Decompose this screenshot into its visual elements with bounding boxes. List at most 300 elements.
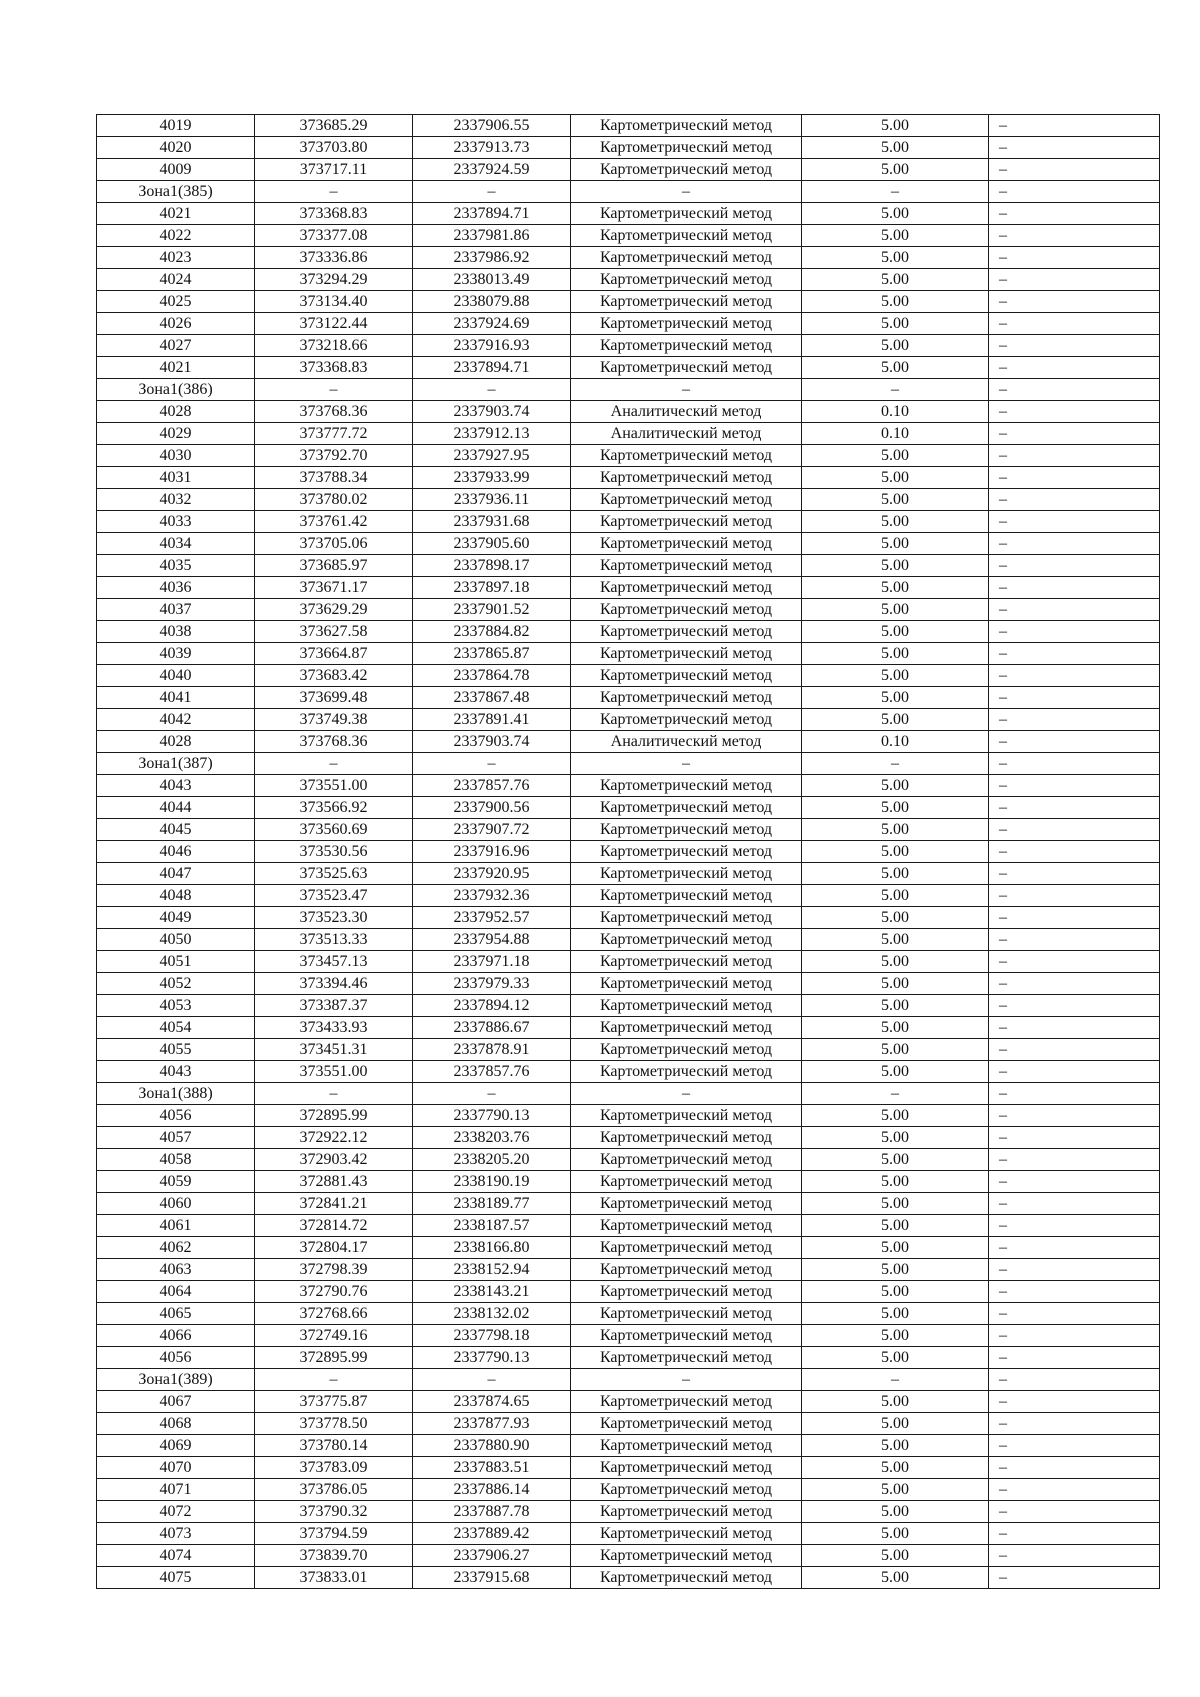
table-row <box>97 1127 1160 1149</box>
description-cell: – <box>989 841 1160 863</box>
x-coordinate-cell: 373560.69 <box>255 819 413 841</box>
method-cell: Картометрический метод <box>571 863 802 885</box>
accuracy-cell: 5.00 <box>802 621 989 643</box>
accuracy-cell: 5.00 <box>802 1325 989 1347</box>
x-coordinate-cell: 373629.29 <box>255 599 413 621</box>
point-number-cell: 4056 <box>97 1347 255 1369</box>
y-coordinate-cell: – <box>413 1083 571 1105</box>
zone-header-row <box>97 379 1160 401</box>
method-cell: Картометрический метод <box>571 1523 802 1545</box>
accuracy-cell: 5.00 <box>802 929 989 951</box>
method-cell: Картометрический метод <box>571 599 802 621</box>
x-coordinate-cell: 372881.43 <box>255 1171 413 1193</box>
method-cell: Картометрический метод <box>571 335 802 357</box>
description-cell: – <box>989 1061 1160 1083</box>
table-row <box>97 1545 1160 1567</box>
method-cell: Картометрический метод <box>571 115 802 137</box>
method-cell: – <box>571 181 802 203</box>
point-number-cell: 4009 <box>97 159 255 181</box>
table-row <box>97 1237 1160 1259</box>
y-coordinate-cell: 2338143.21 <box>413 1281 571 1303</box>
x-coordinate-cell: 373387.37 <box>255 995 413 1017</box>
point-number-cell: 4037 <box>97 599 255 621</box>
method-cell: Картометрический метод <box>571 1501 802 1523</box>
table-row <box>97 511 1160 533</box>
description-cell: – <box>989 1303 1160 1325</box>
y-coordinate-cell: 2337880.90 <box>413 1435 571 1457</box>
y-coordinate-cell: 2337931.68 <box>413 511 571 533</box>
table-row <box>97 863 1160 885</box>
table-row <box>97 621 1160 643</box>
table-row <box>97 731 1160 753</box>
method-cell: Картометрический метод <box>571 1281 802 1303</box>
point-number-cell: 4052 <box>97 973 255 995</box>
x-coordinate-cell: 372749.16 <box>255 1325 413 1347</box>
description-cell: – <box>989 555 1160 577</box>
point-number-cell: 4045 <box>97 819 255 841</box>
description-cell: – <box>989 115 1160 137</box>
table-row <box>97 577 1160 599</box>
table-row <box>97 357 1160 379</box>
accuracy-cell: 5.00 <box>802 1545 989 1567</box>
y-coordinate-cell: 2337971.18 <box>413 951 571 973</box>
method-cell: Картометрический метод <box>571 929 802 951</box>
point-number-cell: 4050 <box>97 929 255 951</box>
point-number-cell: 4044 <box>97 797 255 819</box>
accuracy-cell: 5.00 <box>802 775 989 797</box>
description-cell: – <box>989 291 1160 313</box>
y-coordinate-cell: 2337898.17 <box>413 555 571 577</box>
description-cell: – <box>989 1193 1160 1215</box>
description-cell: – <box>989 951 1160 973</box>
description-cell: – <box>989 1567 1160 1589</box>
description-cell: – <box>989 269 1160 291</box>
accuracy-cell: 0.10 <box>802 731 989 753</box>
x-coordinate-cell: 373717.11 <box>255 159 413 181</box>
description-cell: – <box>989 1325 1160 1347</box>
description-cell: – <box>989 995 1160 1017</box>
x-coordinate-cell: 373783.09 <box>255 1457 413 1479</box>
point-number-cell: 4039 <box>97 643 255 665</box>
accuracy-cell: 5.00 <box>802 489 989 511</box>
point-number-cell: 4057 <box>97 1127 255 1149</box>
y-coordinate-cell: 2338013.49 <box>413 269 571 291</box>
description-cell: – <box>989 533 1160 555</box>
table-row <box>97 797 1160 819</box>
point-number-cell: 4035 <box>97 555 255 577</box>
description-cell: – <box>989 1127 1160 1149</box>
description-cell: – <box>989 1171 1160 1193</box>
method-cell: Картометрический метод <box>571 511 802 533</box>
method-cell: Картометрический метод <box>571 665 802 687</box>
description-cell: – <box>989 1017 1160 1039</box>
accuracy-cell: 5.00 <box>802 1105 989 1127</box>
table-row <box>97 1149 1160 1171</box>
description-cell: – <box>989 577 1160 599</box>
point-number-cell: 4027 <box>97 335 255 357</box>
table-row <box>97 423 1160 445</box>
description-cell: – <box>989 709 1160 731</box>
table-row <box>97 929 1160 951</box>
y-coordinate-cell: 2337952.57 <box>413 907 571 929</box>
x-coordinate-cell: 373336.86 <box>255 247 413 269</box>
description-cell: – <box>989 181 1160 203</box>
y-coordinate-cell: 2338190.19 <box>413 1171 571 1193</box>
accuracy-cell: 5.00 <box>802 357 989 379</box>
accuracy-cell: – <box>802 181 989 203</box>
y-coordinate-cell: 2337913.73 <box>413 137 571 159</box>
method-cell: Картометрический метод <box>571 1325 802 1347</box>
method-cell: Картометрический метод <box>571 313 802 335</box>
y-coordinate-cell: 2337798.18 <box>413 1325 571 1347</box>
point-number-cell: 4060 <box>97 1193 255 1215</box>
table-row <box>97 885 1160 907</box>
table-row <box>97 643 1160 665</box>
table-row <box>97 1457 1160 1479</box>
y-coordinate-cell: 2337924.59 <box>413 159 571 181</box>
x-coordinate-cell: 373788.34 <box>255 467 413 489</box>
x-coordinate-cell: 373368.83 <box>255 357 413 379</box>
y-coordinate-cell: 2337927.95 <box>413 445 571 467</box>
accuracy-cell: 5.00 <box>802 885 989 907</box>
method-cell: Картометрический метод <box>571 1457 802 1479</box>
x-coordinate-cell: 372814.72 <box>255 1215 413 1237</box>
accuracy-cell: 5.00 <box>802 1435 989 1457</box>
method-cell: Аналитический метод <box>571 401 802 423</box>
x-coordinate-cell: 373768.36 <box>255 401 413 423</box>
y-coordinate-cell: 2337857.76 <box>413 775 571 797</box>
accuracy-cell: 5.00 <box>802 1039 989 1061</box>
y-coordinate-cell: 2337894.71 <box>413 203 571 225</box>
point-number-cell: 4047 <box>97 863 255 885</box>
table-row <box>97 775 1160 797</box>
accuracy-cell: 5.00 <box>802 1171 989 1193</box>
accuracy-cell: 5.00 <box>802 1391 989 1413</box>
y-coordinate-cell: 2338189.77 <box>413 1193 571 1215</box>
accuracy-cell: 5.00 <box>802 1017 989 1039</box>
method-cell: Картометрический метод <box>571 1149 802 1171</box>
description-cell: – <box>989 137 1160 159</box>
description-cell: – <box>989 247 1160 269</box>
point-number-cell: 4068 <box>97 1413 255 1435</box>
description-cell: – <box>989 929 1160 951</box>
accuracy-cell: 5.00 <box>802 643 989 665</box>
table-row <box>97 291 1160 313</box>
y-coordinate-cell: 2338079.88 <box>413 291 571 313</box>
accuracy-cell: 5.00 <box>802 665 989 687</box>
x-coordinate-cell: 372768.66 <box>255 1303 413 1325</box>
accuracy-cell: – <box>802 753 989 775</box>
point-number-cell: 4034 <box>97 533 255 555</box>
description-cell: – <box>989 445 1160 467</box>
description-cell: – <box>989 1105 1160 1127</box>
description-cell: – <box>989 907 1160 929</box>
point-number-cell: 4061 <box>97 1215 255 1237</box>
method-cell: Картометрический метод <box>571 687 802 709</box>
description-cell: – <box>989 423 1160 445</box>
accuracy-cell: 5.00 <box>802 1523 989 1545</box>
accuracy-cell: 5.00 <box>802 1237 989 1259</box>
description-cell: – <box>989 401 1160 423</box>
table-row <box>97 489 1160 511</box>
table-row <box>97 269 1160 291</box>
y-coordinate-cell: 2337883.51 <box>413 1457 571 1479</box>
y-coordinate-cell: 2337981.86 <box>413 225 571 247</box>
x-coordinate-cell: 373780.02 <box>255 489 413 511</box>
y-coordinate-cell: 2337986.92 <box>413 247 571 269</box>
x-coordinate-cell: 373294.29 <box>255 269 413 291</box>
point-number-cell: 4026 <box>97 313 255 335</box>
table-row <box>97 401 1160 423</box>
method-cell: Картометрический метод <box>571 467 802 489</box>
method-cell: – <box>571 753 802 775</box>
x-coordinate-cell: – <box>255 753 413 775</box>
x-coordinate-cell: 373705.06 <box>255 533 413 555</box>
point-number-cell: 4033 <box>97 511 255 533</box>
x-coordinate-cell: 373794.59 <box>255 1523 413 1545</box>
table-row <box>97 687 1160 709</box>
point-number-cell: 4056 <box>97 1105 255 1127</box>
method-cell: Картометрический метод <box>571 1435 802 1457</box>
x-coordinate-cell: – <box>255 181 413 203</box>
table-row <box>97 1017 1160 1039</box>
y-coordinate-cell: 2337886.14 <box>413 1479 571 1501</box>
point-number-cell: 4043 <box>97 775 255 797</box>
y-coordinate-cell: 2337906.27 <box>413 1545 571 1567</box>
x-coordinate-cell: 373777.72 <box>255 423 413 445</box>
description-cell: – <box>989 1083 1160 1105</box>
table-row <box>97 313 1160 335</box>
point-number-cell: 4024 <box>97 269 255 291</box>
table-row <box>97 467 1160 489</box>
y-coordinate-cell: 2337903.74 <box>413 731 571 753</box>
x-coordinate-cell: 372841.21 <box>255 1193 413 1215</box>
point-number-cell: 4058 <box>97 1149 255 1171</box>
accuracy-cell: 5.00 <box>802 907 989 929</box>
point-number-cell: 4023 <box>97 247 255 269</box>
point-number-cell: 4067 <box>97 1391 255 1413</box>
method-cell: Картометрический метод <box>571 1479 802 1501</box>
accuracy-cell: – <box>802 379 989 401</box>
point-number-cell: 4021 <box>97 357 255 379</box>
x-coordinate-cell: – <box>255 379 413 401</box>
table-row <box>97 1259 1160 1281</box>
point-number-cell: 4048 <box>97 885 255 907</box>
y-coordinate-cell: 2337864.78 <box>413 665 571 687</box>
y-coordinate-cell: 2337912.13 <box>413 423 571 445</box>
point-number-cell: 4065 <box>97 1303 255 1325</box>
table-row <box>97 159 1160 181</box>
accuracy-cell: 5.00 <box>802 1061 989 1083</box>
y-coordinate-cell: 2337903.74 <box>413 401 571 423</box>
table-row <box>97 1501 1160 1523</box>
y-coordinate-cell: 2337920.95 <box>413 863 571 885</box>
table-row <box>97 225 1160 247</box>
y-coordinate-cell: 2338203.76 <box>413 1127 571 1149</box>
method-cell: Картометрический метод <box>571 797 802 819</box>
method-cell: Картометрический метод <box>571 247 802 269</box>
table-row <box>97 1413 1160 1435</box>
description-cell: – <box>989 885 1160 907</box>
x-coordinate-cell: 373685.97 <box>255 555 413 577</box>
y-coordinate-cell: 2337907.72 <box>413 819 571 841</box>
description-cell: – <box>989 731 1160 753</box>
coordinates-table <box>96 114 1160 1589</box>
accuracy-cell: 0.10 <box>802 423 989 445</box>
accuracy-cell: 5.00 <box>802 709 989 731</box>
point-number-cell: 4064 <box>97 1281 255 1303</box>
description-cell: – <box>989 1149 1160 1171</box>
table-row <box>97 1325 1160 1347</box>
table-row <box>97 1061 1160 1083</box>
x-coordinate-cell: 373523.47 <box>255 885 413 907</box>
table-row <box>97 555 1160 577</box>
point-number-cell: Зона1(387) <box>97 753 255 775</box>
x-coordinate-cell: 373218.66 <box>255 335 413 357</box>
y-coordinate-cell: 2337887.78 <box>413 1501 571 1523</box>
method-cell: Аналитический метод <box>571 731 802 753</box>
table-row <box>97 1347 1160 1369</box>
y-coordinate-cell: 2337979.33 <box>413 973 571 995</box>
description-cell: – <box>989 1237 1160 1259</box>
method-cell: Картометрический метод <box>571 159 802 181</box>
point-number-cell: 4054 <box>97 1017 255 1039</box>
table-row <box>97 1105 1160 1127</box>
table-row <box>97 599 1160 621</box>
table-row <box>97 951 1160 973</box>
accuracy-cell: 5.00 <box>802 533 989 555</box>
table-row <box>97 1567 1160 1589</box>
x-coordinate-cell: 373513.33 <box>255 929 413 951</box>
description-cell: – <box>989 687 1160 709</box>
y-coordinate-cell: 2337954.88 <box>413 929 571 951</box>
accuracy-cell: 5.00 <box>802 1149 989 1171</box>
description-cell: – <box>989 1369 1160 1391</box>
method-cell: Картометрический метод <box>571 907 802 929</box>
accuracy-cell: 5.00 <box>802 1567 989 1589</box>
method-cell: Картометрический метод <box>571 291 802 313</box>
x-coordinate-cell: 373523.30 <box>255 907 413 929</box>
y-coordinate-cell: 2337865.87 <box>413 643 571 665</box>
accuracy-cell: 5.00 <box>802 313 989 335</box>
y-coordinate-cell: 2337915.68 <box>413 1567 571 1589</box>
table-row <box>97 1171 1160 1193</box>
point-number-cell: 4040 <box>97 665 255 687</box>
x-coordinate-cell: 373761.42 <box>255 511 413 533</box>
method-cell: Картометрический метод <box>571 1061 802 1083</box>
x-coordinate-cell: 373671.17 <box>255 577 413 599</box>
method-cell: Картометрический метод <box>571 1017 802 1039</box>
description-cell: – <box>989 1281 1160 1303</box>
method-cell: Картометрический метод <box>571 1215 802 1237</box>
accuracy-cell: 5.00 <box>802 115 989 137</box>
point-number-cell: 4049 <box>97 907 255 929</box>
method-cell: Картометрический метод <box>571 709 802 731</box>
y-coordinate-cell: – <box>413 379 571 401</box>
method-cell: Картометрический метод <box>571 1039 802 1061</box>
point-number-cell: 4063 <box>97 1259 255 1281</box>
accuracy-cell: 5.00 <box>802 1479 989 1501</box>
y-coordinate-cell: 2337894.12 <box>413 995 571 1017</box>
table-row <box>97 907 1160 929</box>
y-coordinate-cell: 2337900.56 <box>413 797 571 819</box>
description-cell: – <box>989 225 1160 247</box>
point-number-cell: 4020 <box>97 137 255 159</box>
x-coordinate-cell: 373664.87 <box>255 643 413 665</box>
x-coordinate-cell: 373457.13 <box>255 951 413 973</box>
accuracy-cell: 5.00 <box>802 511 989 533</box>
zone-header-row <box>97 1369 1160 1391</box>
method-cell: Картометрический метод <box>571 1259 802 1281</box>
method-cell: Картометрический метод <box>571 1127 802 1149</box>
point-number-cell: 4051 <box>97 951 255 973</box>
accuracy-cell: 5.00 <box>802 995 989 1017</box>
table-row <box>97 533 1160 555</box>
method-cell: Картометрический метод <box>571 225 802 247</box>
method-cell: Картометрический метод <box>571 643 802 665</box>
description-cell: – <box>989 313 1160 335</box>
accuracy-cell: 5.00 <box>802 445 989 467</box>
zone-header-row <box>97 181 1160 203</box>
description-cell: – <box>989 1523 1160 1545</box>
table-row <box>97 137 1160 159</box>
table-row <box>97 1193 1160 1215</box>
point-number-cell: 4069 <box>97 1435 255 1457</box>
description-cell: – <box>989 467 1160 489</box>
y-coordinate-cell: 2337889.42 <box>413 1523 571 1545</box>
y-coordinate-cell: 2337901.52 <box>413 599 571 621</box>
accuracy-cell: 5.00 <box>802 599 989 621</box>
table-row <box>97 1391 1160 1413</box>
x-coordinate-cell: 373699.48 <box>255 687 413 709</box>
table-row <box>97 1479 1160 1501</box>
accuracy-cell: 5.00 <box>802 951 989 973</box>
x-coordinate-cell: 372922.12 <box>255 1127 413 1149</box>
table-row <box>97 1303 1160 1325</box>
y-coordinate-cell: 2337916.96 <box>413 841 571 863</box>
table-row <box>97 1523 1160 1545</box>
x-coordinate-cell: 373768.36 <box>255 731 413 753</box>
method-cell: Картометрический метод <box>571 775 802 797</box>
point-number-cell: 4038 <box>97 621 255 643</box>
description-cell: – <box>989 797 1160 819</box>
point-number-cell: 4075 <box>97 1567 255 1589</box>
description-cell: – <box>989 753 1160 775</box>
x-coordinate-cell: 372895.99 <box>255 1105 413 1127</box>
method-cell: Картометрический метод <box>571 1303 802 1325</box>
x-coordinate-cell: 373780.14 <box>255 1435 413 1457</box>
description-cell: – <box>989 1479 1160 1501</box>
x-coordinate-cell: 373530.56 <box>255 841 413 863</box>
y-coordinate-cell: 2337891.41 <box>413 709 571 731</box>
accuracy-cell: 5.00 <box>802 137 989 159</box>
point-number-cell: 4030 <box>97 445 255 467</box>
description-cell: – <box>989 665 1160 687</box>
point-number-cell: 4021 <box>97 203 255 225</box>
description-cell: – <box>989 643 1160 665</box>
method-cell: Картометрический метод <box>571 533 802 555</box>
method-cell: Картометрический метод <box>571 137 802 159</box>
table-row <box>97 665 1160 687</box>
accuracy-cell: 5.00 <box>802 159 989 181</box>
zone-header-row <box>97 753 1160 775</box>
x-coordinate-cell: 373394.46 <box>255 973 413 995</box>
method-cell: Картометрический метод <box>571 1171 802 1193</box>
description-cell: – <box>989 775 1160 797</box>
x-coordinate-cell: 373627.58 <box>255 621 413 643</box>
point-number-cell: 4046 <box>97 841 255 863</box>
y-coordinate-cell: 2337874.65 <box>413 1391 571 1413</box>
